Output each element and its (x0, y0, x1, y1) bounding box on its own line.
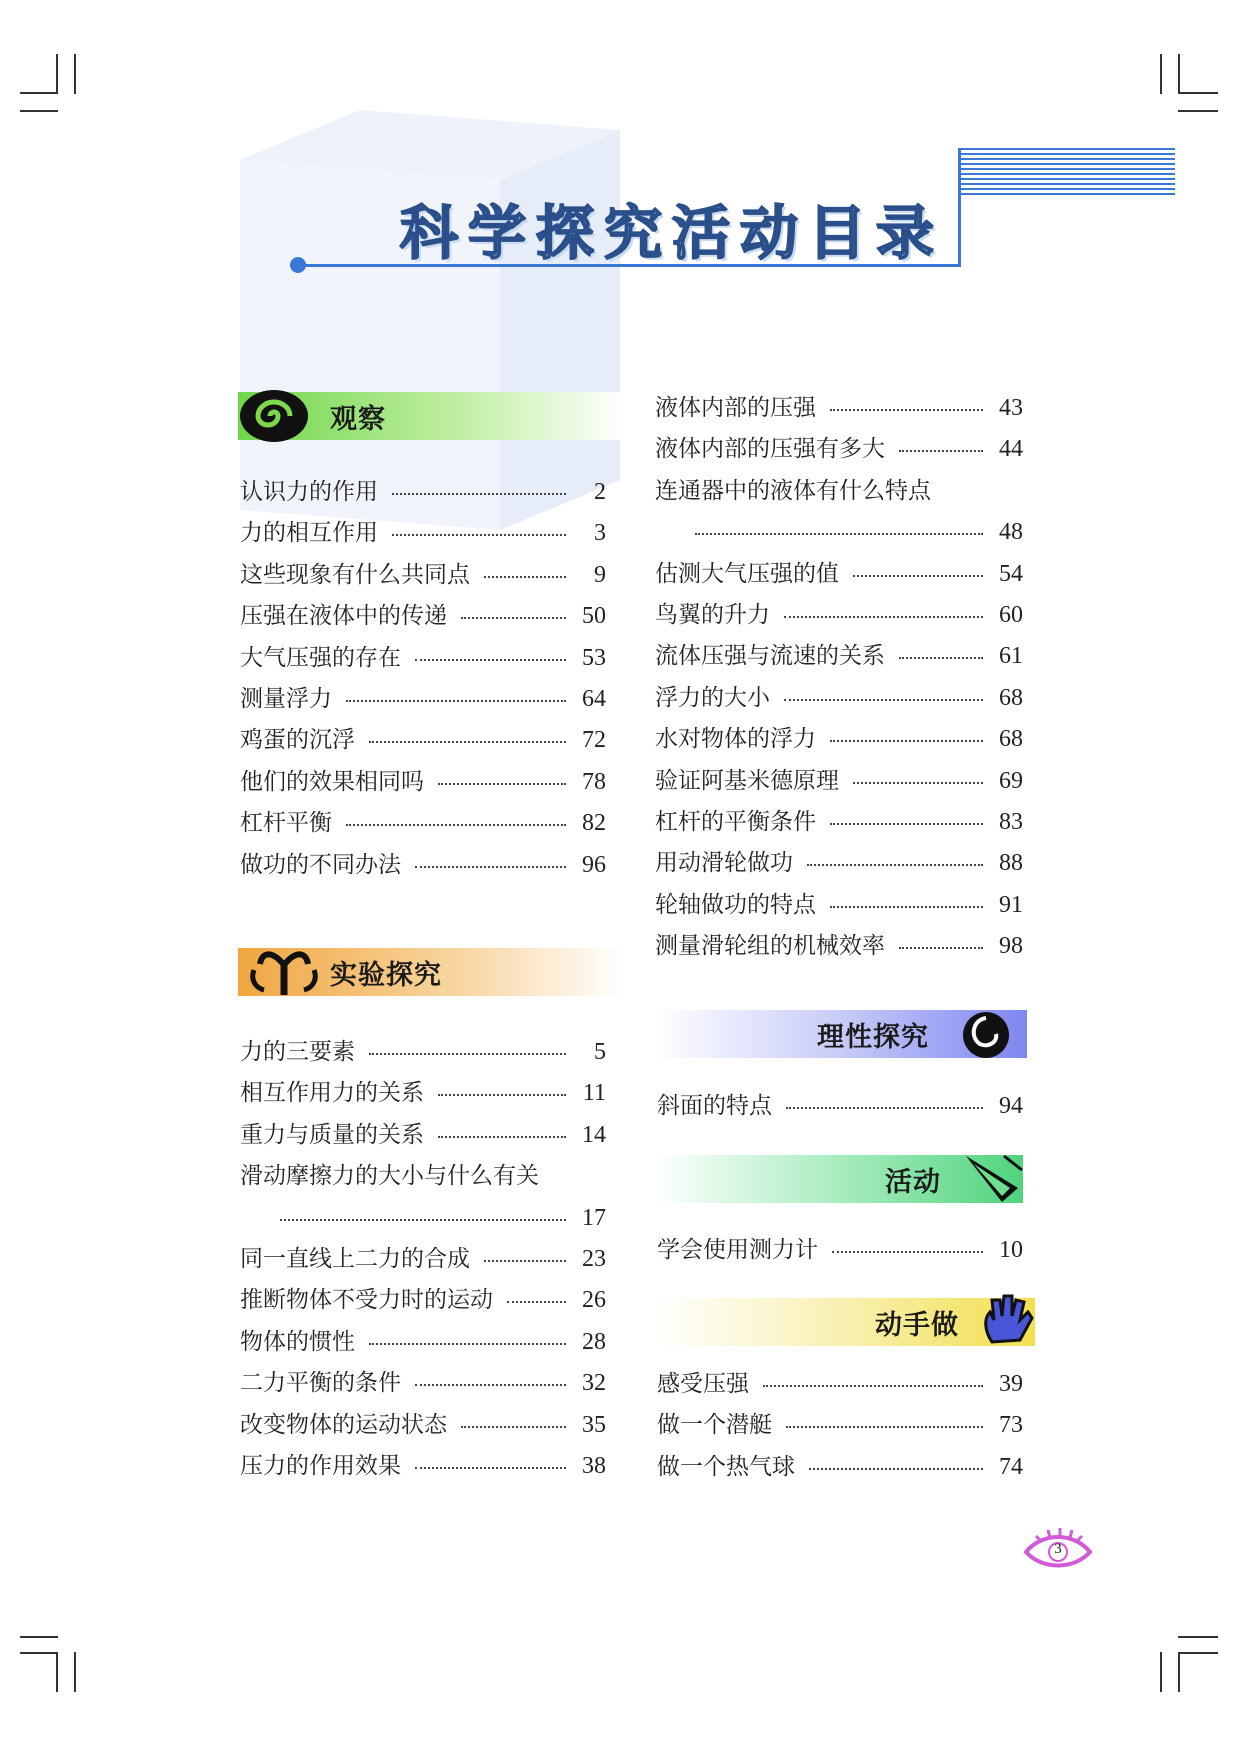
toc-entry[interactable] (240, 724, 606, 756)
section-experiment-label: 实验探究 (330, 959, 442, 991)
crop-mark (1178, 1652, 1218, 1654)
toc-entry[interactable] (240, 807, 606, 839)
toc-leader-dots (899, 450, 983, 452)
toc-entry-page: 50 (582, 603, 606, 630)
toc-entry[interactable] (655, 392, 1023, 424)
toc-entry-page: 74 (999, 1453, 1023, 1480)
toc-entry-title: 测量浮力 (240, 686, 332, 712)
toc-entry-page: 26 (582, 1287, 606, 1314)
toc-leader-dots (786, 1107, 983, 1109)
toc-entry-title: 推断物体不受力时的运动 (240, 1287, 493, 1314)
crop-mark (56, 54, 58, 94)
toc-leader-dots (392, 534, 566, 536)
toc-entry-page: 69 (999, 767, 1023, 794)
toc-leader-dots (438, 783, 566, 785)
crop-mark (20, 1636, 58, 1638)
toc-entry-title: 他们的效果相同吗 (240, 768, 424, 795)
toc-entry-title: 力的相互作用 (240, 520, 378, 547)
toc-entry[interactable] (240, 1243, 606, 1275)
toc-entry-title: 力的三要素 (240, 1039, 355, 1065)
crop-mark (1178, 110, 1218, 112)
toc-entry-title: 流体压强与流速的关系 (655, 643, 885, 670)
toc-entry[interactable] (655, 558, 1023, 590)
toc-leader-dots (346, 700, 566, 702)
toc-entry[interactable] (240, 517, 606, 549)
toc-entry-page: 61 (999, 643, 1023, 670)
toc-entry-page: 17 (582, 1204, 606, 1231)
toc-leader-dots (830, 409, 983, 411)
page-number: 3 (1054, 1541, 1062, 1557)
toc-entry-title: 做一个热气球 (657, 1453, 795, 1480)
toc-entry[interactable] (655, 640, 1023, 672)
toc-entry-page: 48 (999, 519, 1023, 546)
toc-entry-page: 35 (582, 1411, 606, 1438)
crop-mark (1178, 54, 1180, 94)
toc-leader-dots (369, 1053, 566, 1055)
toc-entry[interactable] (240, 1077, 606, 1109)
toc-entry-page: 88 (999, 850, 1023, 877)
toc-entry[interactable] (655, 806, 1023, 838)
toc-leader-dots (415, 866, 566, 868)
toc-leader-dots (807, 864, 983, 866)
toc-entry[interactable] (240, 1367, 606, 1399)
toc-entry-title: 做一个潜艇 (657, 1412, 772, 1439)
crop-mark (1160, 1652, 1162, 1692)
toc-entry[interactable] (655, 723, 1023, 755)
crop-mark (1178, 1636, 1218, 1638)
toc-entry[interactable] (240, 642, 606, 674)
toc-entry-page: 68 (999, 726, 1023, 753)
toc-entry-page: 94 (999, 1093, 1023, 1119)
toc-entry-title: 浮力的大小 (655, 684, 770, 711)
toc-entry-title: 验证阿基米德原理 (655, 767, 839, 794)
toc-entry[interactable] (240, 849, 606, 881)
toc-leader-dots (415, 659, 566, 661)
toc-entry-page: 38 (582, 1453, 606, 1479)
toc-entry-page: 53 (582, 644, 606, 671)
toc-leader-dots (853, 782, 983, 784)
toc-entry[interactable] (240, 600, 606, 632)
crop-mark (1178, 1652, 1180, 1692)
toc-entry[interactable] (657, 1368, 1023, 1400)
toc-entry[interactable] (240, 1409, 606, 1441)
toc-leader-dots (832, 1251, 983, 1253)
toc-leader-dots (899, 947, 983, 949)
toc-entry-page: 91 (999, 891, 1023, 918)
toc-leader-dots (484, 1260, 566, 1262)
toc-entry-title: 学会使用测力计 (657, 1237, 818, 1263)
toc-leader-dots (784, 699, 983, 701)
toc-entry-title: 估测大气压强的值 (655, 560, 839, 587)
toc-entry-page: 60 (999, 602, 1023, 628)
title-stripes (961, 148, 1175, 196)
toc-entry-title: 认识力的作用 (240, 479, 378, 505)
toc-entry-title: 鸟翼的升力 (655, 602, 770, 628)
toc-entry-title: 水对物体的浮力 (655, 726, 816, 753)
toc-entry-page: 39 (999, 1371, 1023, 1397)
toc-entry-title: 这些现象有什么共同点 (240, 561, 470, 588)
toc-entry-title: 液体内部的压强有多大 (655, 436, 885, 463)
toc-entry-page: 11 (582, 1080, 606, 1107)
toc-entry-page: 32 (582, 1370, 606, 1397)
crop-mark (56, 1652, 58, 1692)
toc-entry-title: 测量滑轮组的机械效率 (655, 933, 885, 960)
toc-entry-title: 斜面的特点 (657, 1093, 772, 1119)
toc-entry[interactable] (240, 1160, 606, 1192)
toc-entry-page: 2 (594, 479, 606, 505)
toc-leader-dots (369, 741, 566, 743)
spiral-icon (238, 386, 310, 446)
toc-entry-title: 轮轴做功的特点 (655, 891, 816, 918)
toc-entry-title: 压强在液体中的传递 (240, 603, 447, 630)
toc-entry-page: 68 (999, 684, 1023, 711)
rocket-icon (960, 1148, 1024, 1208)
toc-entry-page: 3 (594, 520, 606, 547)
toc-entry[interactable] (240, 1036, 606, 1068)
toc-entry-page: 72 (582, 727, 606, 754)
toc-entry-title: 液体内部的压强 (655, 395, 816, 421)
toc-entry-title: 物体的惯性 (240, 1328, 355, 1355)
toc-entry-page: 73 (999, 1412, 1023, 1439)
toc-leader-dots (507, 1301, 566, 1303)
toc-entry-page: 78 (582, 768, 606, 795)
toc-entry-title: 压力的作用效果 (240, 1453, 401, 1479)
hand-icon (980, 1290, 1036, 1350)
toc-entry-title: 杠杆平衡 (240, 810, 332, 837)
toc-entry-page: 14 (582, 1121, 606, 1148)
toc-entry[interactable] (655, 847, 1023, 879)
toc-entry-title: 滑动摩擦力的大小与什么有关 (240, 1163, 539, 1190)
toc-entry-title: 杠杆的平衡条件 (655, 809, 816, 835)
toc-entry[interactable] (240, 559, 606, 591)
toc-leader-dots (763, 1385, 983, 1387)
page-title: 科学探究活动目录 (400, 199, 945, 267)
toc-leader-dots (392, 493, 566, 495)
toc-entry[interactable] (657, 1451, 1023, 1483)
toc-entry[interactable] (240, 683, 606, 715)
toc-entry-title: 改变物体的运动状态 (240, 1411, 447, 1438)
toc-leader-dots (899, 657, 983, 659)
toc-entry-title: 大气压强的存在 (240, 644, 401, 671)
toc-leader-dots (695, 533, 983, 535)
toc-entry-page: 10 (999, 1237, 1023, 1263)
toc-leader-dots (415, 1384, 566, 1386)
crop-mark (74, 1652, 76, 1692)
sprout-icon (244, 940, 324, 1000)
section-observe-label: 观察 (330, 403, 386, 435)
toc-leader-dots (461, 617, 566, 619)
crop-mark (74, 54, 76, 94)
toc-entry[interactable] (655, 599, 1023, 631)
crop-mark (20, 1652, 58, 1654)
toc-entry[interactable] (240, 766, 606, 798)
toc-entry-title: 同一直线上二力的合成 (240, 1246, 470, 1272)
crop-mark (1160, 54, 1162, 94)
toc-entry[interactable] (657, 1234, 1023, 1266)
swirl-icon (958, 1008, 1014, 1062)
toc-leader-dots (830, 906, 983, 908)
crop-mark (1178, 92, 1218, 94)
toc-entry[interactable] (240, 476, 606, 508)
toc-entry-page: 82 (582, 810, 606, 837)
toc-entry[interactable] (681, 516, 1023, 548)
toc-leader-dots (830, 740, 983, 742)
toc-entry-page: 83 (999, 809, 1023, 835)
toc-entry-title: 二力平衡的条件 (240, 1370, 401, 1397)
crop-mark (20, 92, 58, 94)
toc-entry[interactable] (240, 1326, 606, 1358)
toc-leader-dots (438, 1094, 566, 1096)
toc-leader-dots (786, 1426, 983, 1428)
section-activity-label: 活动 (885, 1166, 941, 1198)
toc-entry[interactable] (240, 1284, 606, 1316)
toc-entry-page: 98 (999, 933, 1023, 960)
toc-leader-dots (809, 1468, 983, 1470)
toc-leader-dots (346, 824, 566, 826)
toc-leader-dots (784, 616, 983, 618)
toc-entry-title: 鸡蛋的沉浮 (240, 727, 355, 754)
toc-leader-dots (484, 576, 566, 578)
toc-leader-dots (830, 823, 983, 825)
toc-entry[interactable] (657, 1409, 1023, 1441)
toc-entry-page: 23 (582, 1246, 606, 1272)
section-handson-header (655, 1298, 1035, 1346)
toc-entry-page: 9 (594, 561, 606, 588)
toc-entry-page: 43 (999, 395, 1023, 421)
toc-entry-page: 28 (582, 1328, 606, 1355)
toc-leader-dots (438, 1136, 566, 1138)
section-handson-label: 动手做 (875, 1309, 959, 1341)
toc-leader-dots (853, 575, 983, 577)
toc-entry-page: 96 (582, 851, 606, 878)
toc-leader-dots (415, 1467, 566, 1469)
toc-entry[interactable] (240, 1450, 606, 1482)
toc-entry[interactable] (655, 889, 1023, 921)
toc-leader-dots (369, 1343, 566, 1345)
toc-entry-title: 连通器中的液体有什么特点 (655, 477, 931, 504)
toc-entry[interactable] (655, 475, 1023, 507)
toc-entry-page: 54 (999, 560, 1023, 587)
toc-entry-page: 64 (582, 686, 606, 712)
toc-entry[interactable] (657, 1090, 1023, 1122)
toc-entry-page: 5 (594, 1039, 606, 1065)
toc-leader-dots (280, 1219, 566, 1221)
toc-entry[interactable] (655, 930, 1023, 962)
toc-entry[interactable] (266, 1202, 606, 1234)
toc-entry[interactable] (240, 1119, 606, 1151)
toc-entry-title: 相互作用力的关系 (240, 1080, 424, 1107)
crop-mark (20, 110, 58, 112)
toc-entry-title: 感受压强 (657, 1371, 749, 1397)
toc-entry[interactable] (655, 433, 1023, 465)
toc-leader-dots (461, 1426, 566, 1428)
section-rational-label: 理性探究 (817, 1021, 929, 1053)
toc-entry-title: 做功的不同办法 (240, 851, 401, 878)
toc-entry[interactable] (655, 765, 1023, 797)
toc-entry-page: 44 (999, 436, 1023, 463)
toc-entry-title: 重力与质量的关系 (240, 1121, 424, 1148)
toc-entry-title: 用动滑轮做功 (655, 850, 793, 877)
toc-entry[interactable] (655, 682, 1023, 714)
